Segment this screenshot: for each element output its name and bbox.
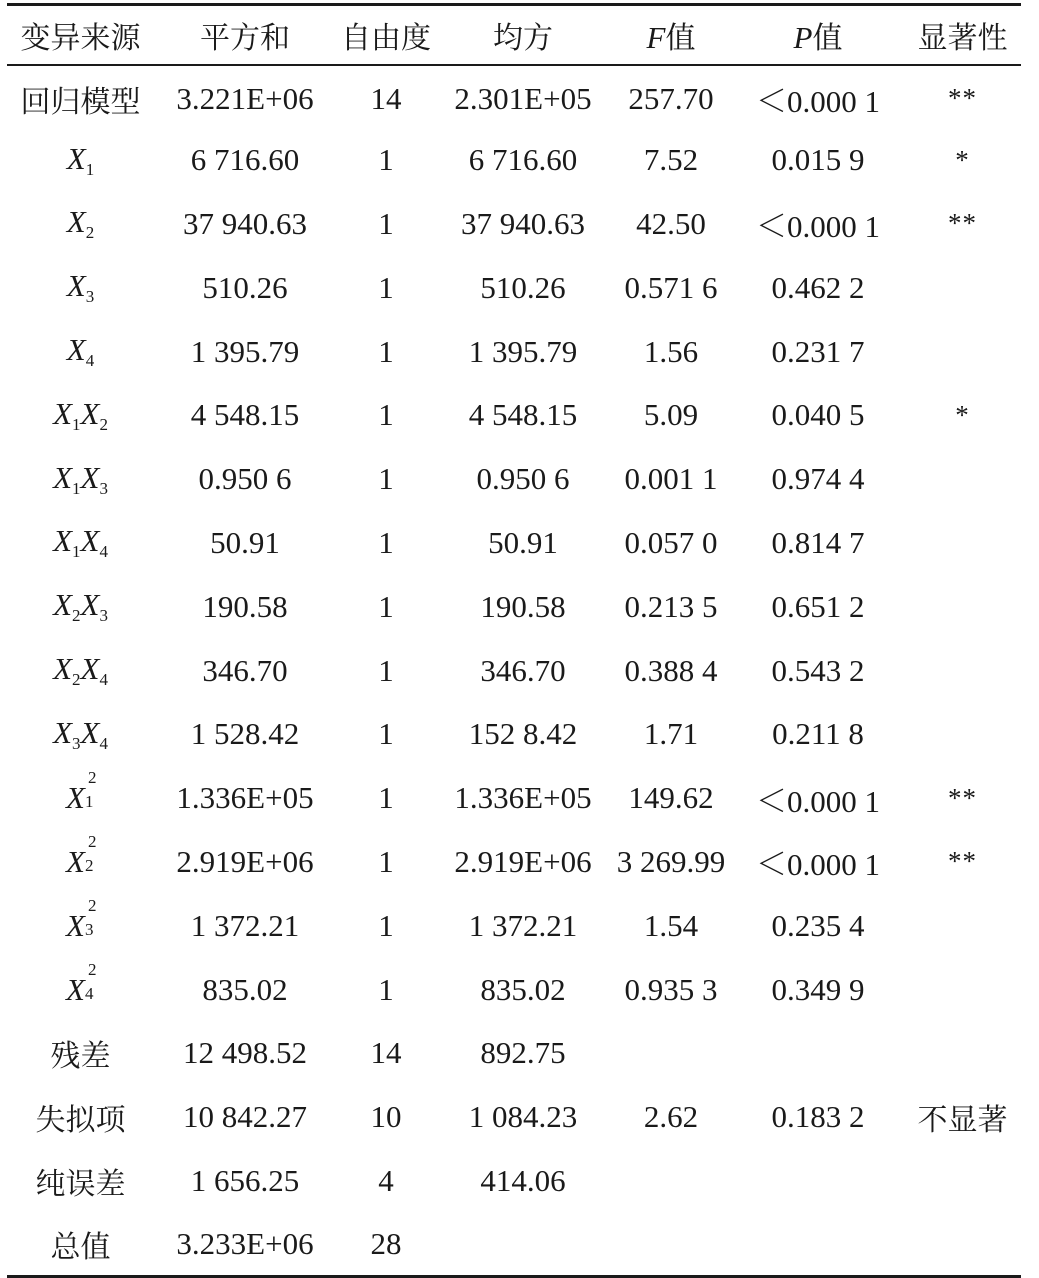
source-term	[66, 332, 95, 371]
cell-source	[7, 894, 154, 958]
variable-symbol: X	[53, 523, 72, 559]
cell-significance: **	[948, 83, 977, 114]
cell-mean-square: 0.950 6	[476, 461, 570, 497]
cell-mean-square: 1 395.79	[468, 333, 578, 369]
cell-sum-of-squares: 1 528.42	[190, 716, 300, 752]
cell-f-value: 149.62	[628, 780, 714, 816]
source-term	[53, 523, 108, 562]
cell-sum-of-squares: 1.336E+05	[176, 780, 314, 816]
cell-source: 失拟项	[35, 1103, 126, 1139]
cell-source	[7, 702, 154, 766]
cell-p-value: ＜0.000 1	[756, 847, 880, 883]
cell-p-value: ＜0.000 1	[756, 783, 880, 819]
source-term	[66, 268, 95, 307]
sub-sup	[84, 895, 97, 942]
table-header	[7, 5, 1021, 65]
cell-significance	[904, 447, 1021, 511]
cell-significance	[904, 1149, 1021, 1213]
cell-source	[7, 766, 154, 830]
variable-superscript: 2	[87, 768, 97, 788]
variable-symbol: X	[80, 523, 100, 559]
table-row	[7, 65, 1021, 129]
cell-f-value	[610, 1213, 732, 1277]
cell-sum-of-squares: 1 372.21	[190, 907, 300, 943]
cell-source	[7, 958, 154, 1022]
header-source: 变异来源	[7, 5, 154, 65]
variable-symbol: X	[66, 268, 86, 304]
table-row	[7, 447, 1021, 511]
table-row	[7, 830, 1021, 894]
cell-significance: *	[955, 399, 970, 430]
cell-p-value: 0.231 7	[771, 333, 865, 369]
cell-mean-square	[436, 1213, 610, 1277]
cell-p-value: 0.814 7	[771, 524, 865, 560]
cell-sum-of-squares: 1 656.25	[190, 1162, 300, 1198]
table-row	[7, 256, 1021, 320]
cell-sum-of-squares: 3.233E+06	[154, 1213, 336, 1277]
cell-sum-of-squares: 835.02	[202, 971, 288, 1007]
variable-symbol: X	[80, 714, 100, 750]
variable-symbol: X	[66, 843, 85, 879]
cell-f-value: 7.52	[643, 142, 699, 178]
cell-degrees-of-freedom: 10	[370, 1099, 402, 1135]
table-row	[7, 1149, 1021, 1213]
cell-sum-of-squares: 6 716.60	[190, 142, 300, 178]
cell-p-value: 0.651 2	[771, 588, 865, 624]
cell-f-value: 0.388 4	[624, 652, 718, 688]
cell-source	[7, 192, 154, 256]
cell-f-value: 3 269.99	[616, 843, 726, 879]
cell-source	[7, 256, 154, 320]
cell-degrees-of-freedom: 1	[378, 971, 394, 1007]
cell-mean-square: 4 548.15	[468, 397, 578, 433]
cell-significance	[904, 639, 1021, 703]
cell-degrees-of-freedom: 28	[336, 1213, 436, 1277]
variable-symbol: X	[80, 459, 100, 495]
variable-subscript: 2	[99, 414, 108, 434]
cell-mean-square: 1.336E+05	[454, 780, 592, 816]
sub-sup	[84, 768, 97, 814]
cell-mean-square: 190.58	[480, 588, 566, 624]
cell-sum-of-squares: 1 395.79	[190, 333, 300, 369]
variable-symbol: X	[53, 714, 72, 750]
cell-degrees-of-freedom: 4	[378, 1162, 394, 1198]
cell-mean-square: 1 372.21	[468, 907, 578, 943]
variable-symbol: X	[66, 332, 86, 368]
cell-degrees-of-freedom: 1	[378, 461, 394, 497]
cell-significance: **	[948, 208, 977, 239]
cell-source	[7, 383, 154, 447]
cell-p-value: ＜0.000 1	[756, 209, 880, 245]
cell-degrees-of-freedom: 1	[378, 524, 394, 560]
variable-subscript: 1	[85, 159, 95, 179]
cell-mean-square: 414.06	[480, 1162, 566, 1198]
variable-subscript: 1	[72, 542, 81, 562]
cell-mean-square: 6 716.60	[468, 142, 578, 178]
cell-p-value: ＜0.000 1	[756, 84, 880, 120]
cell-f-value	[610, 1149, 732, 1213]
anova-table	[7, 3, 1021, 1278]
variable-subscript: 1	[72, 478, 81, 498]
cell-significance	[904, 256, 1021, 320]
table-row	[7, 1213, 1021, 1277]
cell-mean-square: 835.02	[480, 971, 566, 1007]
cell-degrees-of-freedom: 1	[378, 843, 394, 879]
header-sum-of-squares: 平方和	[154, 5, 336, 65]
cell-sum-of-squares: 0.950 6	[198, 461, 292, 497]
cell-source: 回归模型	[20, 84, 141, 120]
cell-source	[7, 639, 154, 703]
source-term	[53, 395, 108, 434]
cell-sum-of-squares: 4 548.15	[190, 397, 300, 433]
cell-sum-of-squares: 510.26	[202, 269, 288, 305]
variable-symbol: X	[53, 587, 72, 623]
cell-degrees-of-freedom: 1	[378, 652, 394, 688]
source-term	[53, 651, 108, 690]
table-row	[7, 894, 1021, 958]
cell-degrees-of-freedom: 1	[378, 397, 394, 433]
variable-symbol: X	[66, 780, 85, 816]
cell-mean-square: 1 084.23	[468, 1099, 578, 1135]
table-row	[7, 702, 1021, 766]
cell-f-value	[610, 1021, 732, 1085]
cell-p-value: 0.040 5	[771, 397, 865, 433]
source-term	[53, 714, 108, 753]
cell-sum-of-squares: 12 498.52	[183, 1035, 307, 1071]
variable-subscript: 3	[99, 478, 108, 498]
cell-source: 纯误差	[35, 1166, 126, 1202]
cell-f-value: 1.54	[643, 907, 699, 943]
variable-superscript: 2	[87, 895, 97, 915]
variable-symbol: X	[66, 204, 86, 240]
cell-significance	[904, 575, 1021, 639]
cell-significance	[904, 958, 1021, 1022]
cell-sum-of-squares: 50.91	[210, 524, 280, 560]
cell-mean-square: 2.919E+06	[454, 843, 592, 879]
cell-degrees-of-freedom: 1	[378, 333, 394, 369]
cell-mean-square: 510.26	[480, 269, 566, 305]
cell-degrees-of-freedom: 1	[378, 716, 394, 752]
cell-p-value	[732, 1213, 904, 1277]
cell-p-value: 0.543 2	[771, 652, 865, 688]
cell-degrees-of-freedom: 1	[378, 780, 394, 816]
cell-p-value: 0.235 4	[771, 907, 865, 943]
source-term	[66, 831, 97, 879]
header-p-value	[732, 5, 904, 65]
source-term	[66, 895, 97, 943]
cell-p-value: 0.183 2	[771, 1099, 865, 1135]
cell-significance: **	[948, 846, 977, 877]
table-row	[7, 128, 1021, 192]
cell-mean-square: 346.70	[480, 652, 566, 688]
table-row	[7, 575, 1021, 639]
table-row	[7, 511, 1021, 575]
variable-symbol: X	[66, 907, 85, 943]
source-term	[66, 959, 97, 1007]
variable-symbol: X	[66, 971, 85, 1007]
cell-source: 残差	[50, 1039, 111, 1075]
variable-symbol: X	[80, 395, 100, 431]
table-row	[7, 383, 1021, 447]
cell-degrees-of-freedom: 1	[378, 205, 394, 241]
cell-p-value: 0.349 9	[771, 971, 865, 1007]
variable-subscript: 4	[99, 670, 108, 690]
header-f-value	[610, 5, 732, 65]
cell-f-value: 0.935 3	[624, 971, 718, 1007]
header-f-letter: F	[646, 19, 666, 55]
cell-f-value: 42.50	[636, 205, 706, 241]
header-p-suffix: 值	[812, 20, 843, 56]
cell-source: 总值	[7, 1213, 154, 1277]
cell-significance: **	[948, 782, 977, 813]
header-significance: 显著性	[904, 5, 1021, 65]
table-row	[7, 320, 1021, 384]
cell-significance	[904, 1213, 1021, 1277]
cell-degrees-of-freedom: 1	[378, 588, 394, 624]
header-row	[7, 5, 1021, 65]
table-row	[7, 1021, 1021, 1085]
cell-sum-of-squares: 2.919E+06	[176, 843, 314, 879]
cell-f-value: 257.70	[628, 80, 714, 116]
table-row	[7, 1085, 1021, 1149]
header-f-suffix: 值	[665, 20, 696, 56]
variable-subscript: 2	[85, 223, 95, 243]
variable-subscript: 3	[84, 919, 94, 939]
variable-symbol: X	[80, 587, 100, 623]
variable-subscript: 3	[99, 606, 108, 626]
cell-p-value: 0.211 8	[772, 716, 864, 752]
cell-source	[7, 575, 154, 639]
variable-subscript: 2	[72, 606, 81, 626]
cell-mean-square: 152 8.42	[468, 716, 578, 752]
cell-mean-square: 892.75	[480, 1035, 566, 1071]
variable-superscript: 2	[87, 831, 97, 851]
cell-significance	[904, 511, 1021, 575]
cell-source	[7, 447, 154, 511]
header-mean-square: 均方	[436, 5, 610, 65]
variable-subscript: 4	[84, 983, 94, 1003]
variable-subscript: 1	[84, 792, 94, 812]
variable-subscript: 3	[85, 287, 95, 307]
header-degrees-of-freedom: 自由度	[336, 5, 436, 65]
variable-symbol: X	[53, 651, 72, 687]
variable-superscript: 2	[87, 959, 97, 979]
cell-f-value: 1.56	[643, 333, 699, 369]
cell-sum-of-squares: 346.70	[202, 652, 288, 688]
sub-sup	[84, 831, 97, 878]
variable-subscript: 4	[85, 351, 95, 371]
cell-significance	[904, 894, 1021, 958]
variable-symbol: X	[66, 140, 86, 176]
cell-degrees-of-freedom: 1	[378, 907, 394, 943]
source-term	[66, 140, 95, 179]
variable-subscript: 4	[99, 733, 108, 753]
variable-subscript: 2	[84, 855, 94, 875]
cell-significance: 不显著	[917, 1103, 1008, 1139]
cell-p-value: 0.015 9	[771, 142, 865, 178]
table-row	[7, 766, 1021, 830]
cell-significance	[904, 702, 1021, 766]
cell-sum-of-squares: 37 940.63	[183, 205, 307, 241]
table-row	[7, 192, 1021, 256]
source-term	[53, 587, 108, 626]
cell-degrees-of-freedom: 14	[370, 80, 402, 116]
cell-f-value: 1.71	[643, 716, 699, 752]
variable-subscript: 4	[99, 542, 108, 562]
cell-mean-square: 37 940.63	[461, 205, 585, 241]
cell-mean-square: 50.91	[488, 524, 558, 560]
table-body	[7, 65, 1021, 1277]
cell-p-value: 0.462 2	[771, 269, 865, 305]
cell-degrees-of-freedom: 1	[378, 142, 394, 178]
variable-symbol: X	[53, 395, 72, 431]
cell-significance	[904, 320, 1021, 384]
cell-source	[7, 830, 154, 894]
variable-symbol: X	[80, 651, 100, 687]
cell-degrees-of-freedom: 1	[378, 269, 394, 305]
cell-source	[7, 320, 154, 384]
cell-p-value	[732, 1021, 904, 1085]
cell-f-value: 0.001 1	[624, 461, 718, 497]
variable-symbol: X	[53, 459, 72, 495]
cell-f-value: 0.057 0	[624, 524, 718, 560]
cell-f-value: 2.62	[643, 1099, 699, 1135]
table-row	[7, 958, 1021, 1022]
cell-sum-of-squares: 10 842.27	[183, 1099, 307, 1135]
cell-f-value: 0.213 5	[624, 588, 718, 624]
cell-degrees-of-freedom: 14	[370, 1035, 402, 1071]
cell-f-value: 5.09	[643, 397, 699, 433]
source-term	[66, 768, 97, 816]
cell-source	[7, 128, 154, 192]
cell-mean-square: 2.301E+05	[454, 80, 592, 116]
cell-source	[7, 511, 154, 575]
cell-sum-of-squares: 3.221E+06	[176, 80, 314, 116]
cell-sum-of-squares: 190.58	[202, 588, 288, 624]
cell-significance	[904, 1021, 1021, 1085]
header-p-letter: P	[793, 19, 813, 55]
variable-subscript: 1	[72, 414, 81, 434]
cell-significance: *	[955, 144, 970, 175]
cell-f-value: 0.571 6	[624, 269, 718, 305]
sub-sup	[84, 959, 97, 1006]
table-row	[7, 639, 1021, 703]
variable-subscript: 2	[72, 670, 81, 690]
source-term	[53, 459, 108, 498]
variable-subscript: 3	[72, 733, 81, 753]
source-term	[66, 204, 95, 243]
cell-p-value	[732, 1149, 904, 1213]
cell-p-value: 0.974 4	[771, 461, 865, 497]
